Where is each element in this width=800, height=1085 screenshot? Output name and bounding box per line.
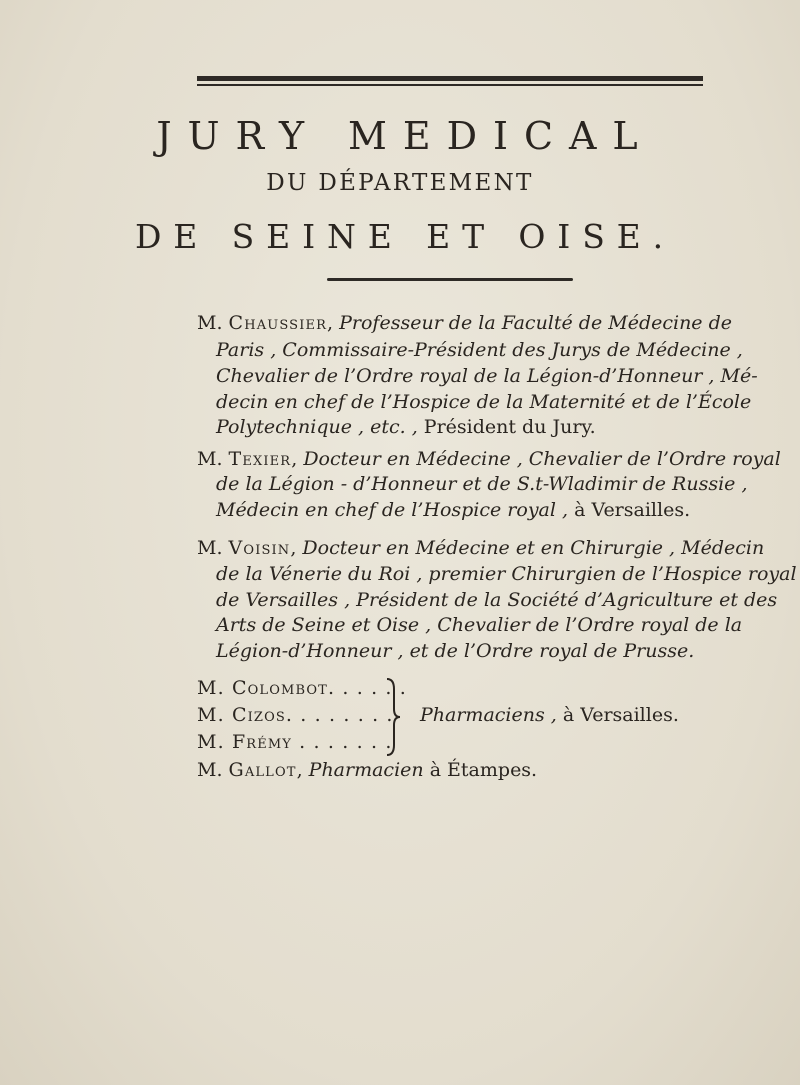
entry-line: Professeur de la Faculté de Médecine de [339,312,732,334]
page-subtitle-2: DE SEINE ET OISE. [134,217,676,256]
entry-title: M. [197,448,223,470]
section-divider [327,278,573,281]
entry-line: Paris , Commissaire-Président des Jurys de Médecine , [216,339,743,361]
entry-name: Texier [228,448,292,470]
page-subtitle-1: DU DÉPARTEMENT [266,170,534,196]
document-page: JURY MEDICAL DU DÉPARTEMENT DE SEINE ET OISE. M. Chaussier, Professeur de la Faculté de Médecine de Paris , Commissaire-Président des Jurys de Médecine , Chevalier de l’Ordre royal de la Légion-d’Honneur , Mé- decin en chef de l’Hospice de la Maternité et de l’École Polytechnique , etc. , Président du Jury. M. Texier, Docteur en Médecine , Chevalier de l’Ordre royal de la Légion - d’Honneur et de S.t-Wladimir de Russie , Médecin en chef de l’Hospice royal , à Versailles. M. Voisin, Docteur en Médecine et en Chirurgie , Médecin de la Vénerie du Roi , premier Chirurgien de l’Hospice royal de Versailles , Président de la Société d’Agriculture et des Arts de Seine et Oise , Chevalier de l’Ordre royal de la Légion-d’Honneur , et de l’Ordre royal de Prusse. M. Colombot. . . . . . M. Cizos. . . . . . . . M. Frémy . . . . . . . Pharmaciens , à Versailles. M. Gallot, Pharmacien à Étampes. [0,0,800,1085]
top-rule-thin [197,84,703,86]
entry-line: Docteur en Médecine , Chevalier de l’Ordre royal [303,448,781,470]
entry-role: Pharmacien [308,759,424,781]
pharmacien-cizos: M. Cizos. . . . . . . . [197,704,394,726]
entry-line: Médecin en chef de l’Hospice royal , [216,499,569,521]
entry-line: de la Légion - d’Honneur et de S.t-Wladimir de Russie , [216,473,748,495]
entry-gallot: M. Gallot, Pharmacien à Étampes. [197,759,538,781]
entry-line: Légion-d’Honneur , et de l’Ordre royal de Prusse. [216,640,695,662]
entry-name: Voisin [228,537,291,559]
entry-line: Arts de Seine et Oise , Chevalier de l’Ordre royal de la [216,614,743,636]
curly-brace-icon [384,677,402,757]
entry-place: à Étampes. [429,759,538,781]
entry-line: de Versailles , Président de la Société d’Agriculture et des [216,589,778,611]
entry-line: à Versailles. [574,499,691,521]
pharmaciens-place: à Versailles. [562,704,679,726]
page-title: JURY MEDICAL [156,114,654,158]
entry-title: M. [197,537,223,559]
entry-title: M. [197,312,223,334]
entry-line: decin en chef de l’Hospice de la Maternité et de l’École [216,391,752,413]
pharmacien-fremy: M. Frémy . . . . . . . [197,731,393,753]
top-rule-thick [197,76,703,81]
entry-name: Gallot [228,759,297,781]
entry-line: de la Vénerie du Roi , premier Chirurgien de l’Hospice royal [216,563,797,585]
entry-line: Président du Jury. [423,416,596,438]
entry-line: Docteur en Médecine et en Chirurgie , Médecin [302,537,765,559]
entry-name: Chaussier [228,312,328,334]
entry-line: Polytechnique , etc. , [216,416,418,438]
entry-line: Chevalier de l’Ordre royal de la Légion-d’Honneur , Mé- [216,365,758,387]
pharmaciens-role: Pharmaciens , [420,704,557,726]
entry-title: M. [197,759,223,781]
pharmacien-colombot: M. Colombot. . . . . . [197,677,407,699]
